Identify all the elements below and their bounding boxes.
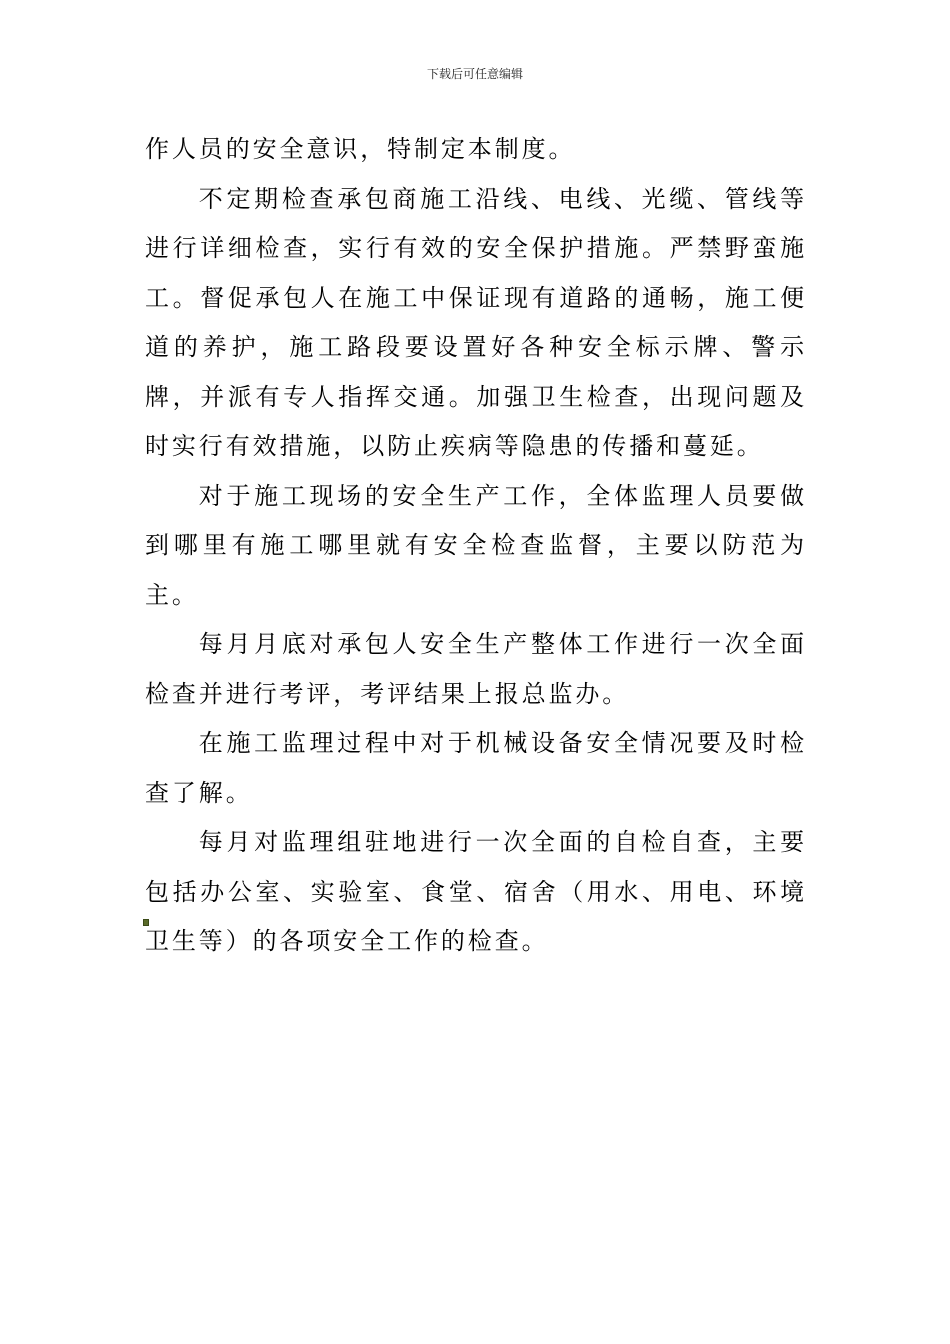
paragraph-2: 不定期检查承包商施工沿线、电线、光缆、管线等进行详细检查，实行有效的安全保护措施。严禁野蛮施工。督促承包人在施工中保证现有道路的通畅，施工便道的养护，施工路段要设置好各种安全标示牌、警示牌，并派有专人指挥交通。加强卫生检查，出现问题及时实行有效措施，以防止疾病等隐患的传播和蔓延。	[145, 184, 807, 460]
document-body	[145, 125, 807, 967]
paragraph-5: 在施工监理过程中对于机械设备安全情况要及时检查了解。	[145, 729, 807, 807]
small-image-marker	[143, 919, 149, 926]
paragraph-4: 每月月底对承包人安全生产整体工作进行一次全面检查并进行考评，考评结果上报总监办。	[145, 630, 807, 708]
paragraph-1: 作人员的安全意识，特制定本制度。	[145, 135, 576, 163]
paragraph-3: 对于施工现场的安全生产工作，全体监理人员要做到哪里有施工哪里就有安全检查监督，主要以防范为主。	[145, 481, 807, 609]
paragraph-6: 每月对监理组驻地进行一次全面的自检自查，主要包括办公室、实验室、食堂、宿舍（用水、用电、环境卫生等）的各项安全工作的检查。	[145, 828, 807, 955]
page-header: 下载后可任意编辑	[426, 67, 523, 81]
